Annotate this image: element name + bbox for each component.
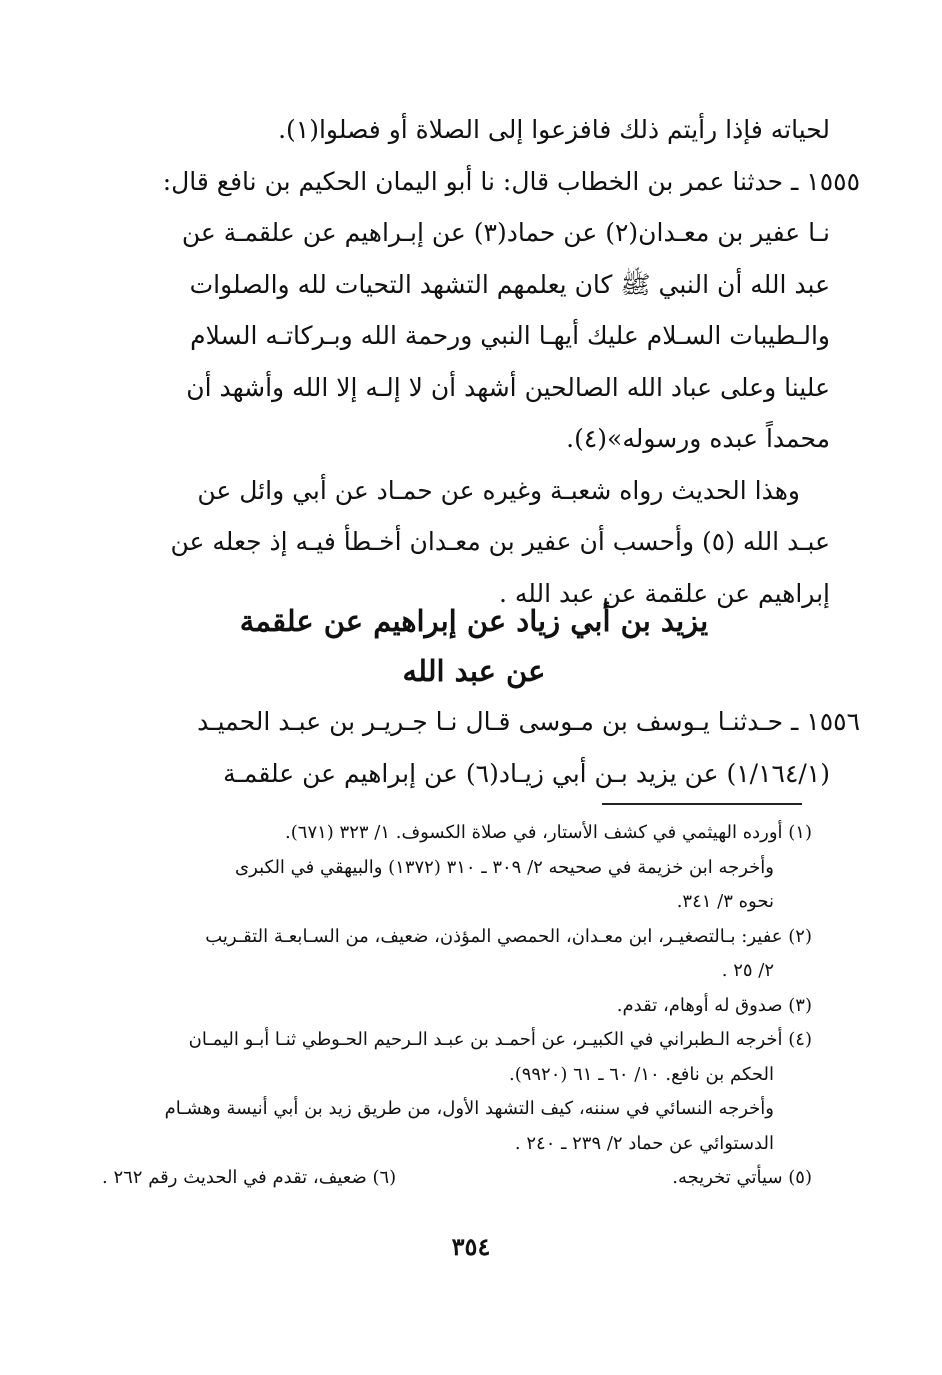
footnote-divider <box>602 803 802 805</box>
main-text <box>118 104 860 619</box>
heading-line-2: عن عبد الله <box>402 654 546 688</box>
text-line: لحياته فإذا رأيتم ذلك فافزعوا إلى الصلاة أو فصلوا(١). <box>278 115 830 144</box>
hadith-1555-line: ١٥٥٥ ـ حدثنا عمر بن الخطاب قال: نا أبو اليمان الحكيم بن نافع قال: <box>162 166 860 196</box>
footnote-4-continuation: الحكم بن نافع. ١٠/ ٦٠ ـ ٦١ (٩٩٢٠). <box>508 1063 774 1085</box>
footnotes <box>102 816 812 1196</box>
footnote-1-continuation: وأخرجه ابن خزيمة في صحيحه ٢/ ٣٠٩ ـ ٣١٠ (١٣٧٢) والبيهقي في الكبرى <box>235 856 774 878</box>
text-line: وهذا الحديث رواه شعبـة وغيره عن حمـاد عن أبي وائل عن <box>197 475 800 505</box>
footnote-4-continuation: الدستوائي عن حماد ٢/ ٢٣٩ ـ ٢٤٠ . <box>514 1132 774 1154</box>
text-line: والـطيبات السـلام عليك أيهـا النبي ورحمة الله وبـركاتـه السلام <box>190 321 830 350</box>
text-line: محمداً عبده ورسوله»(٤). <box>566 424 830 453</box>
text-line: (١/١٦٤/١) عن يزيد بـن أبي زيـاد(٦) عن إبراهيم عن علقمـة <box>223 758 830 788</box>
section-heading <box>118 596 830 696</box>
text-line: إبراهيم عن علقمة عن عبد الله . <box>498 578 830 608</box>
footnote-3: (٣) صدوق له أوهام، تقدم. <box>616 994 812 1016</box>
hadith-1556-text <box>118 696 860 799</box>
text-line: عبد الله أن النبي ﷺ كان يعلمهم التشهد التحيات لله والصلوات <box>189 269 830 299</box>
footnote-6: (٦) ضعيف، تقدم في الحديث رقم ٢٦٢ . <box>102 1167 397 1188</box>
footnote-2-continuation: ٢/ ٢٥ . <box>721 960 774 981</box>
text-line: علينا وعلى عباد الله الصالحين أشهد أن لا إلـه إلا الله وأشهد أن <box>186 372 830 402</box>
footnote-2: (٢) عفير: بـالتصغيـر، ابن معـدان، الحمصي المؤذن، ضعيف، من السـابعـة التقـريب <box>205 925 812 947</box>
text-line: نـا عفير بن معـدان(٢) عن حماد(٣) عن إبـراهيم عن علقمـة عن <box>181 218 830 247</box>
hadith-1556-line: ١٥٥٦ ـ حـدثنـا يـوسف بن مـوسى قـال نـا جـريـر بن عبـد الحميـد <box>197 707 860 736</box>
footnote-row <box>102 1161 812 1196</box>
footnote-1-continuation: نحوه ٣/ ٣٤١. <box>676 891 774 912</box>
footnote-4-continuation: وأخرجه النسائي في سننه، كيف التشهد الأول، من طريق زيد بن أبي أنيسة وهشـام <box>164 1098 774 1119</box>
footnote-4: (٤) أخرجه الـطبراني في الكبيـر، عن أحمـد بن عبـد الـرحيم الحـوطي ثنـا أبـو اليمـان <box>188 1029 812 1050</box>
page-number: ٣٥٤ <box>451 1232 491 1261</box>
footnote-5: (٥) سيأتي تخريجه. <box>672 1167 812 1188</box>
text-line: عبـد الله (٥) وأحسب أن عفير بن معـدان أخـطأ فيـه إذ جعله عن <box>170 527 830 556</box>
footnote-1: (١) أورده الهيثمي في كشف الأستار، في صلاة الكسوف. ١/ ٣٢٣ (٦٧١). <box>285 822 812 843</box>
heading-line-1: يزيد بن أبي زياد عن إبراهيم عن علقمة <box>239 604 709 638</box>
